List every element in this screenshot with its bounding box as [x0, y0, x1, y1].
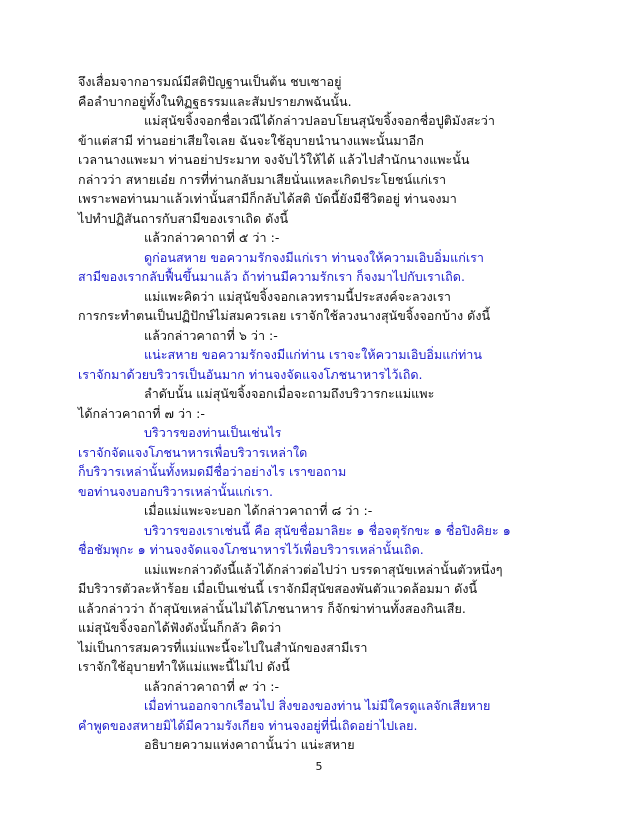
text-line: เมื่อแม่แพะจะบอก ได้กล่าวคาถาที่ ๘ ว่า :-	[144, 503, 373, 518]
verse-line: ก็บริวารเหล่านั้นทั้งหมดมีชื่อว่าอย่างไร เราขอถาม	[78, 464, 347, 479]
verse-line: สามีของเรากลับฟื้นขึ้นมาแล้ว ถ้าท่านมีความรักเรา ก็จงมาไปกับเราเถิด.	[78, 269, 465, 284]
page-number: 5	[315, 760, 323, 773]
text-line: แล้วกล่าวคาถาที่ ๕ ว่า :-	[144, 230, 280, 245]
text-line: อธิบายความแห่งคาถานั้นว่า แน่ะสหาย	[144, 737, 355, 752]
text-line: แม่แพะคิดว่า แม่สุนัขจิ้งจอกเลวทรามนี้ประสงค์จะลวงเรา	[144, 288, 451, 304]
verse-line: แน่ะสหาย ขอความรักจงมีแก่ท่าน เราจะให้ความเอิบอิ่มแก่ท่าน	[144, 347, 482, 362]
text-line: คือลำบากอยู่ทั้งในทิฏฐธรรมและสัมปรายภพฉันนั้น.	[78, 93, 352, 109]
text-line: มีบริวารตัวละห้าร้อย เมื่อเป็นเช่นนี้ เราจักมีสุนัขสองพันตัวแวดล้อมมา ดังนี้	[78, 581, 478, 596]
verse-line: ดูก่อนสหาย ขอความรักจงมีแก่เรา ท่านจงให้ความเอิบอิ่มแก่เรา	[144, 249, 485, 265]
text-line: ข้าแต่สามี ท่านอย่าเสียใจเลย ฉันจะใช้อุบายนำนางแพะนั้นมาอีก	[78, 132, 424, 148]
text-line: แม่สุนัขจิ้งจอกได้ฟังดังนั้นก็กลัว คิดว่า	[78, 620, 282, 635]
text-line: เราจักใช้อุบายทำให้แม่แพะนี้ไม่ไป ดังนี้	[78, 659, 290, 674]
text-line: ลำดับนั้น แม่สุนัขจิ้งจอกเมื่อจะถามถึงบริวารกะแม่แพะ	[144, 386, 435, 401]
text-line: แล้วกล่าวว่า ถ้าสุนัขเหล่านั้นไม่ได้โภชนาหาร ก็จักฆ่าท่านทั้งสองกินเสีย.	[78, 600, 466, 616]
text-line: ไม่เป็นการสมควรที่แม่แพะนี้จะไปในสำนักของสามีเรา	[78, 639, 368, 655]
verse-line: เมื่อท่านออกจากเรือนไป สิ่งของของท่าน ไม่มีใครดูแลจักเสียหาย	[144, 698, 491, 713]
text-line: ไปทำปฏิสันถารกับสามีของเราเถิด ดังนี้	[78, 210, 289, 226]
verse-line: ขอท่านจงบอกบริวารเหล่านั้นแก่เรา.	[78, 483, 274, 499]
text-line: แล้วกล่าวคาถาที่ ๖ ว่า :-	[144, 327, 278, 343]
body-text	[78, 72, 578, 755]
text-line: การกระทำตนเป็นปฏิปักษ์ไม่สมควรเลย เราจักใช้ลวงนางสุนัขจิ้งจอกบ้าง ดังนี้	[78, 308, 491, 323]
verse-line: บริวารของท่านเป็นเช่นไร	[144, 425, 282, 440]
text-line: แม่สุนัขจิ้งจอกชื่อเวณีได้กล่าวปลอบโยนสุนัขจิ้งจอกชื่อปูติมังสะว่า	[144, 113, 495, 128]
verse-line: เราจักจัดแจงโภชนาหารเพื่อบริวารเหล่าใด	[78, 444, 308, 460]
text-line: แล้วกล่าวคาถาที่ ๙ ว่า :-	[144, 678, 280, 694]
text-line: กล่าวว่า สหายเอ๋ย การที่ท่านกลับมาเสียนั่นแหละเกิดประโยชน์แก่เรา	[78, 171, 447, 187]
text-line: เพราะพอท่านมาแล้วเท่านั้นสามีก็กลับได้สติ บัดนี้ยังมีชีวิตอยู่ ท่านจงมา	[78, 191, 457, 206]
text-line: จึงเสื่อมจากอารมณ์มีสติปัญฐานเป็นต้น ชบเซาอยู่	[78, 74, 342, 89]
verse-line: บริวารของเราเช่นนี้ คือ สุนัขชื่อมาลิยะ ๑ ชื่อจตุรักขะ ๑ ชื่อปิงคิยะ ๑	[144, 522, 511, 538]
verse-line: ชื่อชัมพุกะ ๑ ท่านจงจัดแจงโภชนาหารไว้เพื่อบริวารเหล่านั้นเถิด.	[78, 542, 424, 557]
text-line: เวลานางแพะมา ท่านอย่าประมาท จงจับไว้ให้ได้ แล้วไปสำนักนางแพะนั้น	[78, 152, 470, 167]
text-line: แม่แพะกล่าวดังนี้แล้วได้กล่าวต่อไปว่า บรรดาสุนัขเหล่านั้นตัวหนึ่งๆ	[144, 561, 503, 577]
text-line: ได้กล่าวคาถาที่ ๗ ว่า :-	[78, 405, 205, 421]
verse-line: คำพูดของสหายมิได้มีความรังเกียจ ท่านจงอยู่ที่นี่เถิดอย่าไปเลย.	[78, 717, 418, 733]
verse-line: เราจักมาด้วยบริวารเป็นอันมาก ท่านจงจัดแจงโภชนาหารไว้เถิด.	[78, 366, 423, 382]
